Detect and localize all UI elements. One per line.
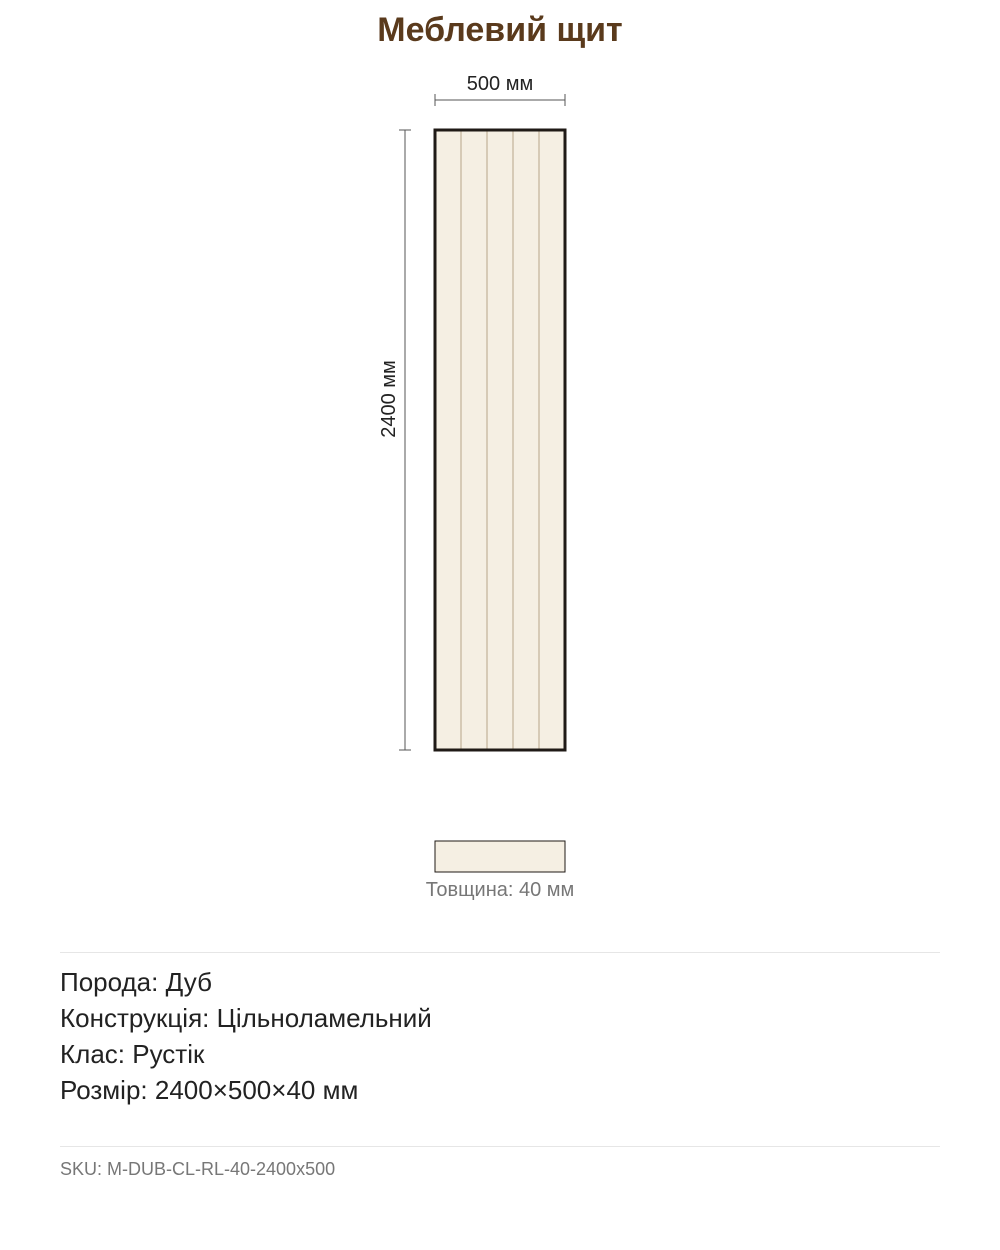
spec-grade-value: Рустік [132, 1039, 205, 1069]
sku-code: SKU: M-DUB-CL-RL-40-2400x500 [60, 1159, 336, 1179]
specs-list [60, 964, 940, 1108]
spec-size: Розмір: 2400×500×40 мм [60, 1075, 359, 1105]
height-dimension [378, 130, 411, 750]
width-label: 500 мм [466, 73, 534, 95]
spec-construction-label: Конструкція [60, 1003, 203, 1033]
spec-species-value: Дуб [165, 967, 212, 997]
spec-size-label: Розмір [60, 1075, 141, 1105]
spec-construction: Конструкція: Цільноламельний [60, 1003, 432, 1033]
thickness-section [435, 841, 565, 872]
spec-grade-label: Клас [60, 1039, 118, 1069]
thickness-caption: Товщина: 40 мм [425, 879, 575, 901]
front-panel [435, 130, 565, 750]
spec-size-value: 2400×500×40 мм [154, 1075, 359, 1105]
width-dimension [435, 73, 565, 106]
page-title: Меблевий щит [377, 11, 623, 49]
spec-construction-value: Цільноламельний [216, 1003, 432, 1033]
spec-species-label: Порода [60, 967, 152, 997]
divider [60, 952, 940, 953]
spec-species: Порода: Дуб [60, 967, 212, 997]
front-panel-body [435, 130, 565, 750]
divider [60, 1146, 940, 1147]
height-label: 2400 мм [378, 360, 400, 438]
spec-grade: Клас: Рустік [60, 1039, 205, 1069]
